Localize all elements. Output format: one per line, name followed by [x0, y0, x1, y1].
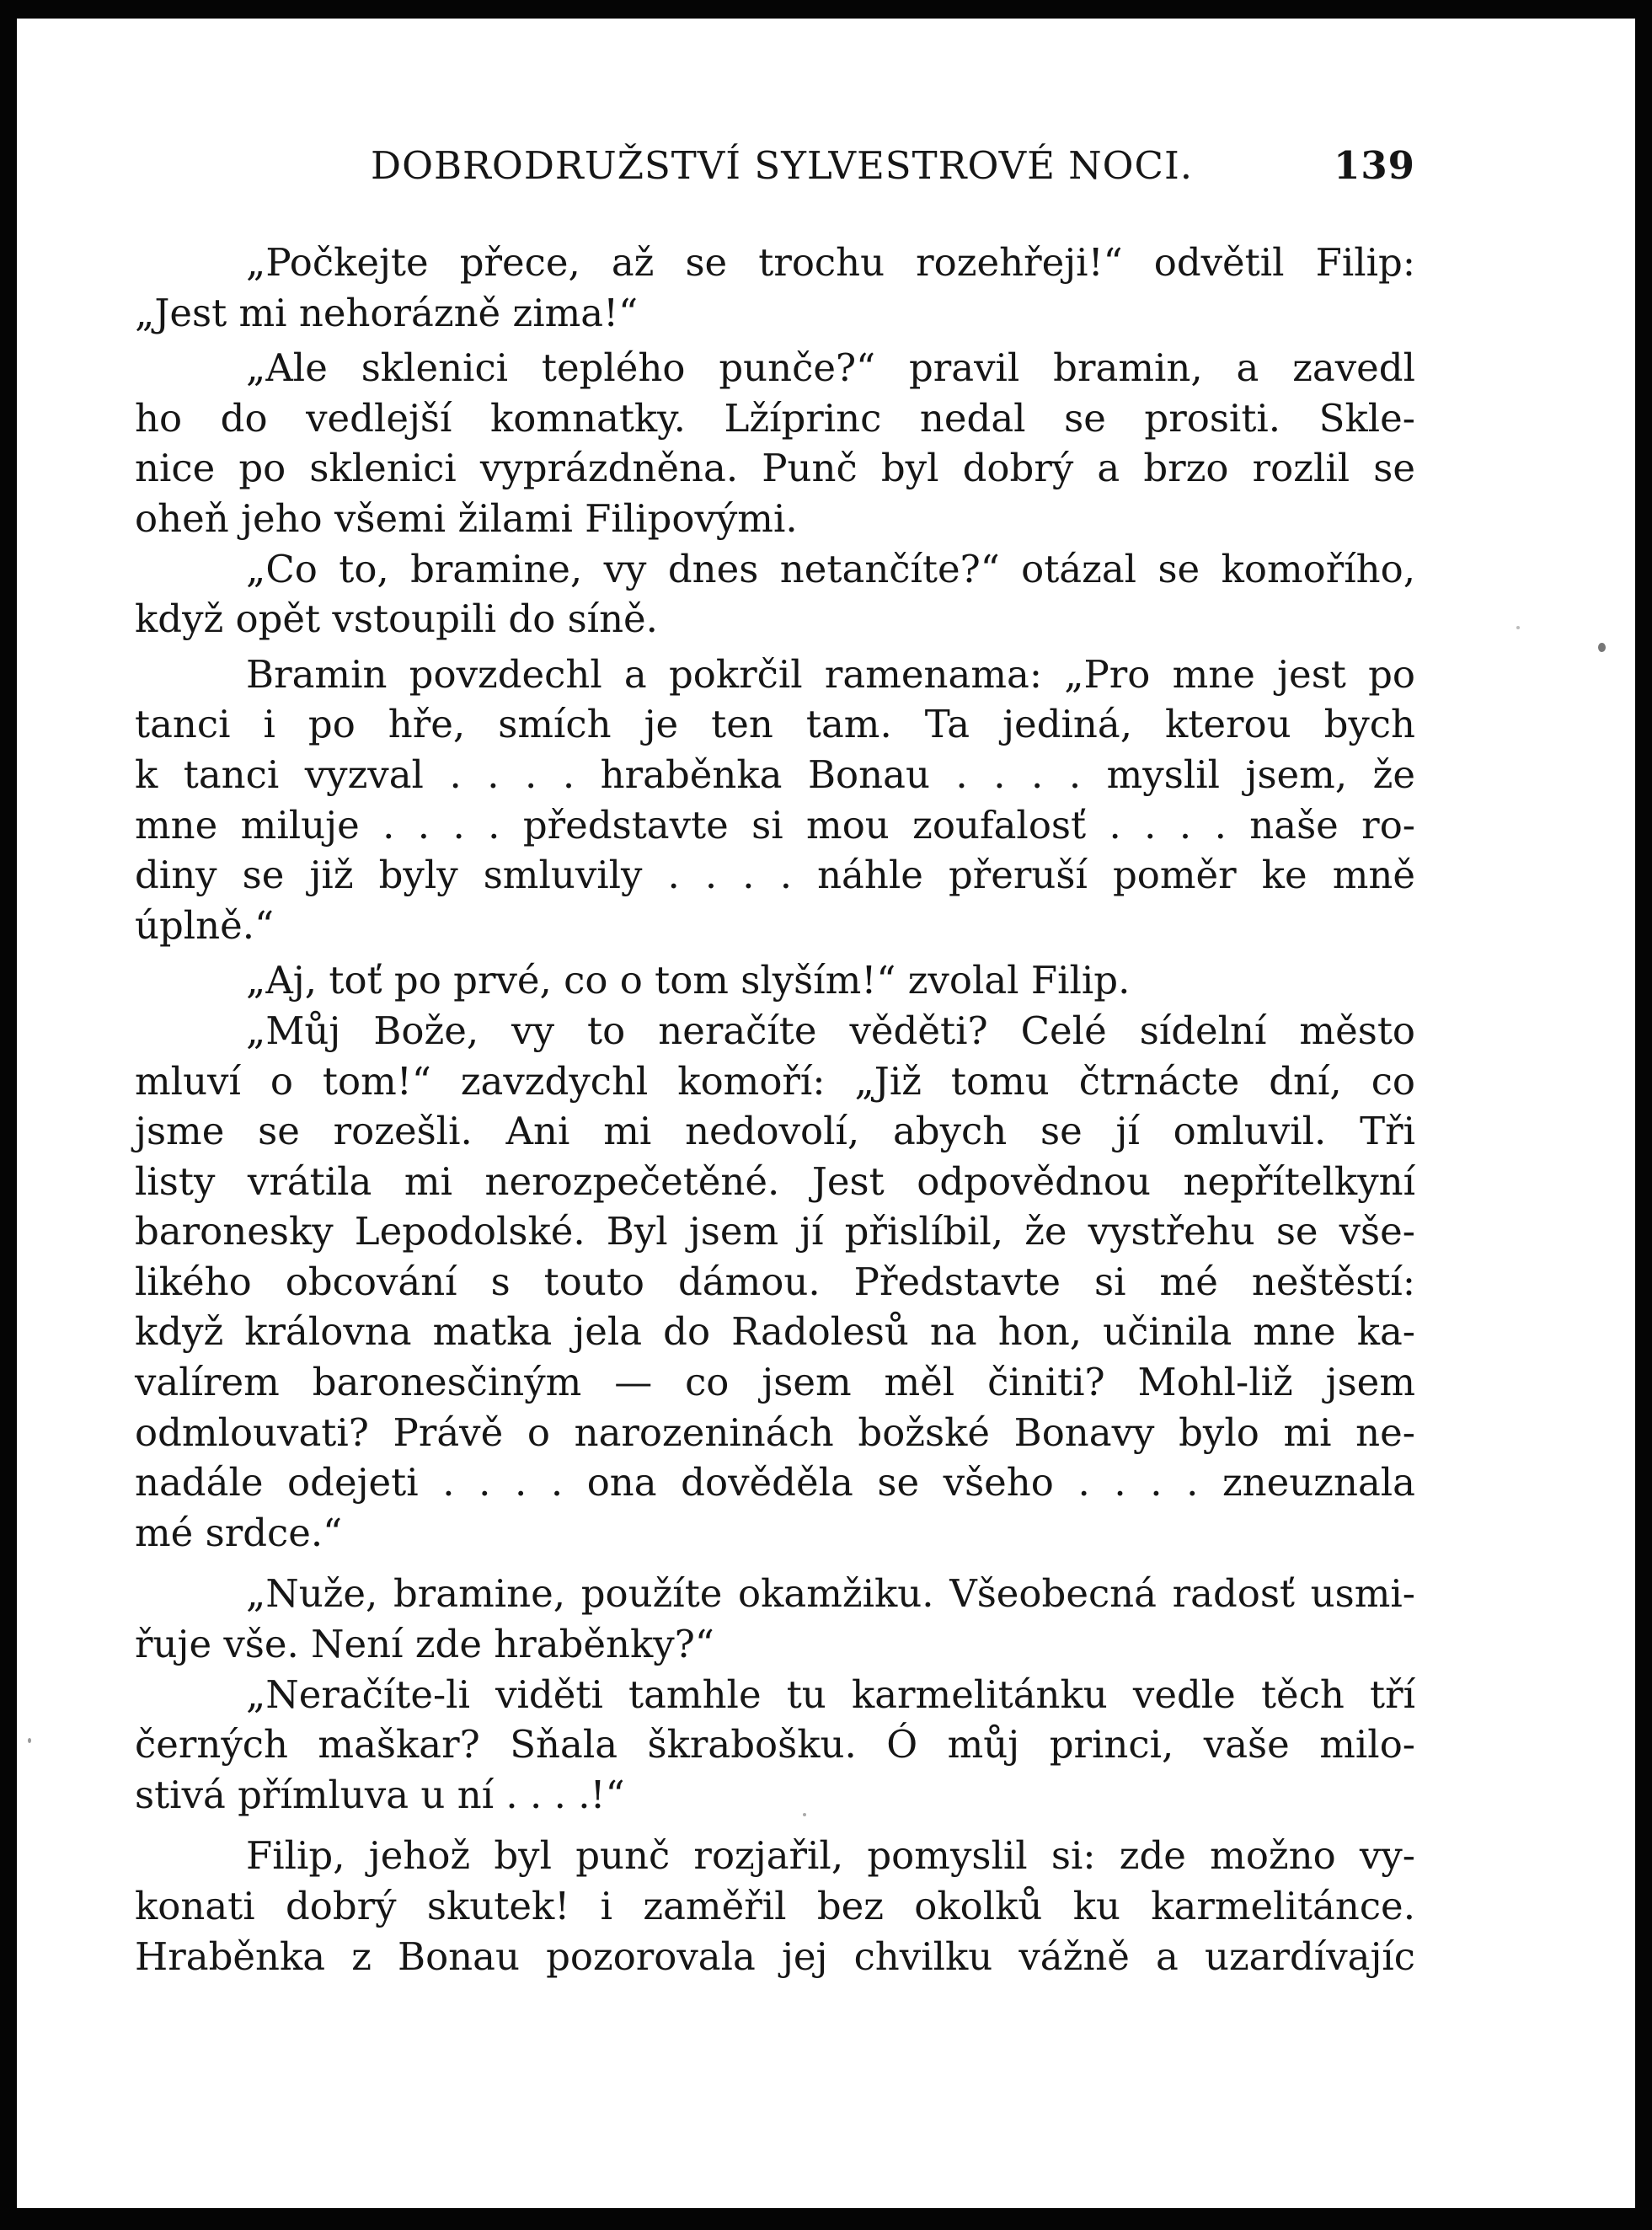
text-body — [135, 238, 1415, 1981]
paragraph — [135, 238, 1415, 338]
text-line: „Neračíte-li viděti tamhle tu karmelitánku vedle těch tří — [246, 1671, 1415, 1717]
text-line: „Aj, toť po prvé, co o tom slyším!“ zvolal Filip. — [246, 958, 1131, 1003]
text-line: mne miluje . . . . představte si mou zoufalosť . . . . naše ro- — [135, 802, 1415, 848]
paragraph — [135, 544, 1415, 644]
text-line: řuje vše. Není zde hraběnky?“ — [135, 1622, 714, 1667]
paragraph — [135, 650, 1415, 951]
text-line: valírem baronesčiným — co jsem měl činiti? Mohl-liž jsem — [135, 1360, 1415, 1405]
text-line: nadále odejeti . . . . ona dověděla se všeho . . . . zneuznala — [135, 1460, 1415, 1505]
text-line: stivá přímluva u ní . . . .!“ — [135, 1772, 625, 1817]
paragraph — [135, 1831, 1415, 1981]
paragraph — [135, 1569, 1415, 1669]
text-line: Bramin povzdechl a pokrčil ramenama: „Pro mne jest po — [246, 651, 1415, 697]
running-head — [135, 143, 1415, 194]
text-line: mé srdce.“ — [135, 1510, 343, 1555]
text-line: když královna matka jela do Radolesů na hon, učinila mne ka- — [135, 1309, 1415, 1355]
text-line: listy vrátila mi nerozpečetěné. Jest odpovědnou nepřítelkyní — [135, 1158, 1415, 1204]
chapter-title: DOBRODRUŽSTVÍ SYLVESTROVÉ NOCI. — [371, 143, 1194, 188]
text-line: „Jest mi nehorázně zima!“ — [135, 290, 639, 335]
text-line: když opět vstoupili do síně. — [135, 596, 658, 642]
text-line: tanci i po hře, smích je ten tam. Ta jediná, kterou bych — [135, 702, 1415, 747]
text-line: oheň jeho všemi žilami Filipovými. — [135, 495, 798, 541]
paragraph — [135, 955, 1415, 1006]
text-line: odmlouvati? Právě o narozeninách božské Bonavy bylo mi ne- — [135, 1409, 1415, 1455]
text-line: „Můj Bože, vy to neračíte věděti? Celé sídelní město — [246, 1008, 1415, 1053]
text-line: „Co to, bramine, vy dnes netančíte?“ otázal se komořího, — [246, 546, 1415, 591]
paragraph — [135, 343, 1415, 543]
text-line: konati dobrý skutek! i zaměřil bez okolků ku karmelitánce. — [135, 1884, 1415, 1928]
text-line: Hraběnka z Bonau pozorovala jej chvilku vážně a uzardívajíc — [135, 1933, 1415, 1979]
text-line: ho do vedlejší komnatky. Lžíprinc nedal se prositi. Skle- — [135, 395, 1415, 441]
text-line: baronesky Lepodolské. Byl jsem jí přislíbil, že vystřehu se vše- — [135, 1209, 1415, 1254]
paragraph — [135, 1006, 1415, 1559]
text-line: „Počkejte přece, až se trochu rozehřeji!“ odvětil Filip: — [246, 240, 1415, 285]
text-line: Filip, jehož byl punč rozjařil, pomyslil si: zde možno vy- — [246, 1833, 1415, 1879]
scan-speck — [1598, 643, 1606, 652]
text-line: k tanci vyzval . . . . hraběnka Bonau . . . . myslil jsem, že — [135, 751, 1415, 797]
page-number: 139 — [1334, 143, 1415, 188]
text-line: likého obcování s touto dámou. Představte si mé neštěstí: — [135, 1259, 1415, 1304]
scan-speck — [803, 1813, 806, 1816]
paragraph — [135, 1670, 1415, 1821]
text-line: úplně.“ — [135, 902, 275, 948]
text-line: mluví o tom!“ zavzdychl komoří: „Již tomu čtrnácte dní, co — [135, 1058, 1415, 1104]
scan-speck — [1516, 626, 1520, 629]
scan-speck — [28, 1738, 31, 1743]
text-line: nice po sklenici vyprázdněna. Punč byl dobrý a brzo rozlil se — [135, 446, 1415, 491]
book-page — [135, 143, 1415, 1981]
text-line: „Ale sklenici teplého punče?“ pravil bramin, a zavedl — [246, 345, 1415, 391]
text-line: jsme se rozešli. Ani mi nedovolí, abych se jí omluvil. Tři — [135, 1109, 1415, 1154]
text-line: diny se již byly smluvily . . . . náhle přeruší poměr ke mně — [135, 853, 1415, 898]
text-line: „Nuže, bramine, použíte okamžiku. Všeobecná radosť usmi- — [246, 1571, 1415, 1617]
text-line: černých maškar? Sňala škrabošku. Ó můj princi, vaše milo- — [135, 1722, 1415, 1767]
